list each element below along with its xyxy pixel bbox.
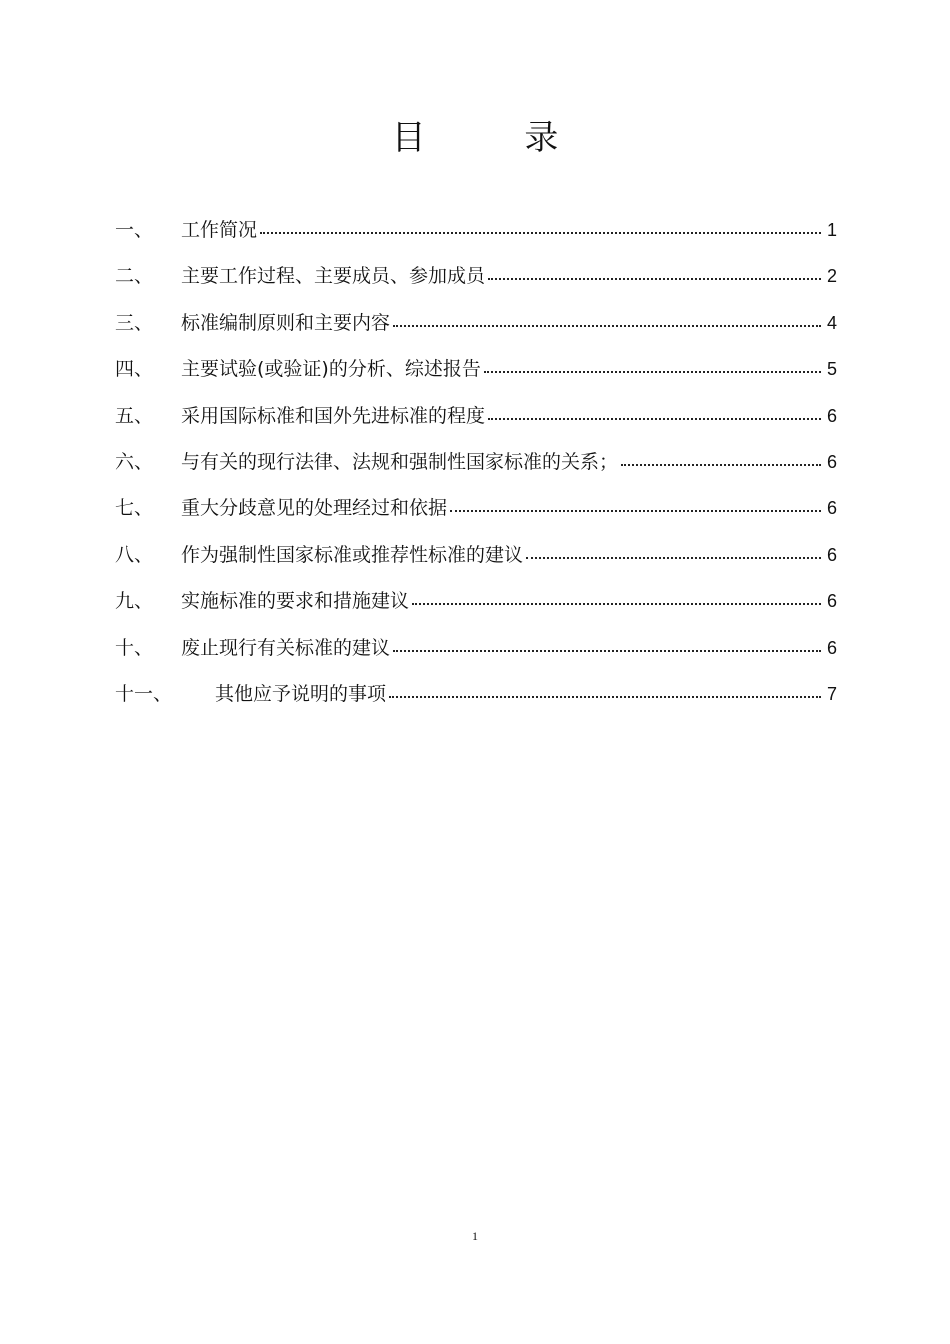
toc-entry-page: 5 — [826, 359, 837, 380]
toc-entry-title: 与有关的现行法律、法规和强制性国家标准的关系； — [181, 450, 619, 473]
toc-entry-number: 八、 — [115, 543, 154, 566]
table-of-contents — [115, 207, 837, 717]
toc-entry-11[interactable] — [115, 671, 837, 717]
toc-entry-page: 6 — [826, 544, 837, 565]
toc-entry-page: 6 — [826, 498, 837, 519]
toc-dot-leader — [260, 216, 821, 236]
toc-entry-8[interactable] — [115, 532, 837, 578]
toc-entry-number: 一、 — [115, 219, 154, 241]
toc-entry-page: 6 — [826, 591, 837, 612]
toc-entry-9[interactable] — [115, 578, 837, 624]
toc-entry-title: 主要工作过程、主要成员、参加成员 — [181, 265, 486, 288]
toc-dot-leader — [393, 634, 821, 654]
toc-entry-number: 六、 — [115, 450, 154, 473]
toc-entry-3[interactable] — [115, 300, 837, 346]
toc-dot-leader — [621, 448, 821, 468]
toc-entry-title: 重大分歧意见的处理经过和依据 — [181, 497, 448, 520]
toc-entry-number: 十、 — [115, 636, 154, 659]
toc-entry-number: 九、 — [115, 590, 154, 613]
toc-entry-title: 采用国际标准和国外先进标准的程度 — [181, 404, 486, 427]
toc-entry-title: 标准编制原则和主要内容 — [181, 311, 391, 334]
toc-entry-2[interactable] — [115, 253, 837, 299]
toc-entry-1[interactable] — [115, 207, 837, 253]
page-title: 目 录 — [391, 118, 603, 158]
toc-entry-title: 主要试验(或验证)的分析、综述报告 — [181, 358, 481, 381]
toc-dot-leader — [488, 402, 821, 422]
toc-entry-number: 十一、 — [115, 682, 173, 705]
toc-entry-page: 2 — [826, 266, 837, 287]
toc-entry-4[interactable] — [115, 346, 837, 392]
toc-entry-title: 实施标准的要求和措施建议 — [181, 590, 410, 613]
toc-entry-page: 6 — [826, 451, 837, 472]
toc-entry-page: 7 — [826, 683, 837, 704]
toc-entry-number: 七、 — [115, 497, 154, 520]
toc-entry-page: 4 — [826, 312, 837, 333]
toc-dot-leader — [484, 355, 821, 375]
toc-entry-5[interactable] — [115, 393, 837, 439]
toc-entry-title: 其他应予说明的事项 — [215, 682, 387, 705]
toc-entry-page: 6 — [826, 637, 837, 658]
toc-entry-6[interactable] — [115, 439, 837, 485]
page-number: 1 — [472, 1229, 478, 1243]
toc-dot-leader — [389, 680, 821, 700]
toc-dot-leader — [412, 587, 821, 607]
toc-entry-number: 四、 — [115, 358, 154, 381]
toc-entry-number: 五、 — [115, 404, 154, 427]
toc-entry-number: 二、 — [115, 265, 154, 288]
toc-dot-leader — [526, 541, 821, 561]
toc-entry-page: 1 — [826, 220, 837, 240]
toc-entry-7[interactable] — [115, 485, 837, 531]
toc-entry-title: 废止现行有关标准的建议 — [181, 636, 391, 659]
toc-dot-leader — [393, 309, 821, 329]
toc-entry-number: 三、 — [115, 311, 154, 334]
toc-entry-title: 工作简况 — [181, 219, 258, 241]
toc-entry-page: 6 — [826, 405, 837, 426]
toc-entry-title: 作为强制性国家标准或推荐性标准的建议 — [181, 543, 524, 566]
toc-dot-leader — [450, 494, 821, 514]
toc-dot-leader — [488, 262, 821, 282]
toc-entry-10[interactable] — [115, 625, 837, 671]
